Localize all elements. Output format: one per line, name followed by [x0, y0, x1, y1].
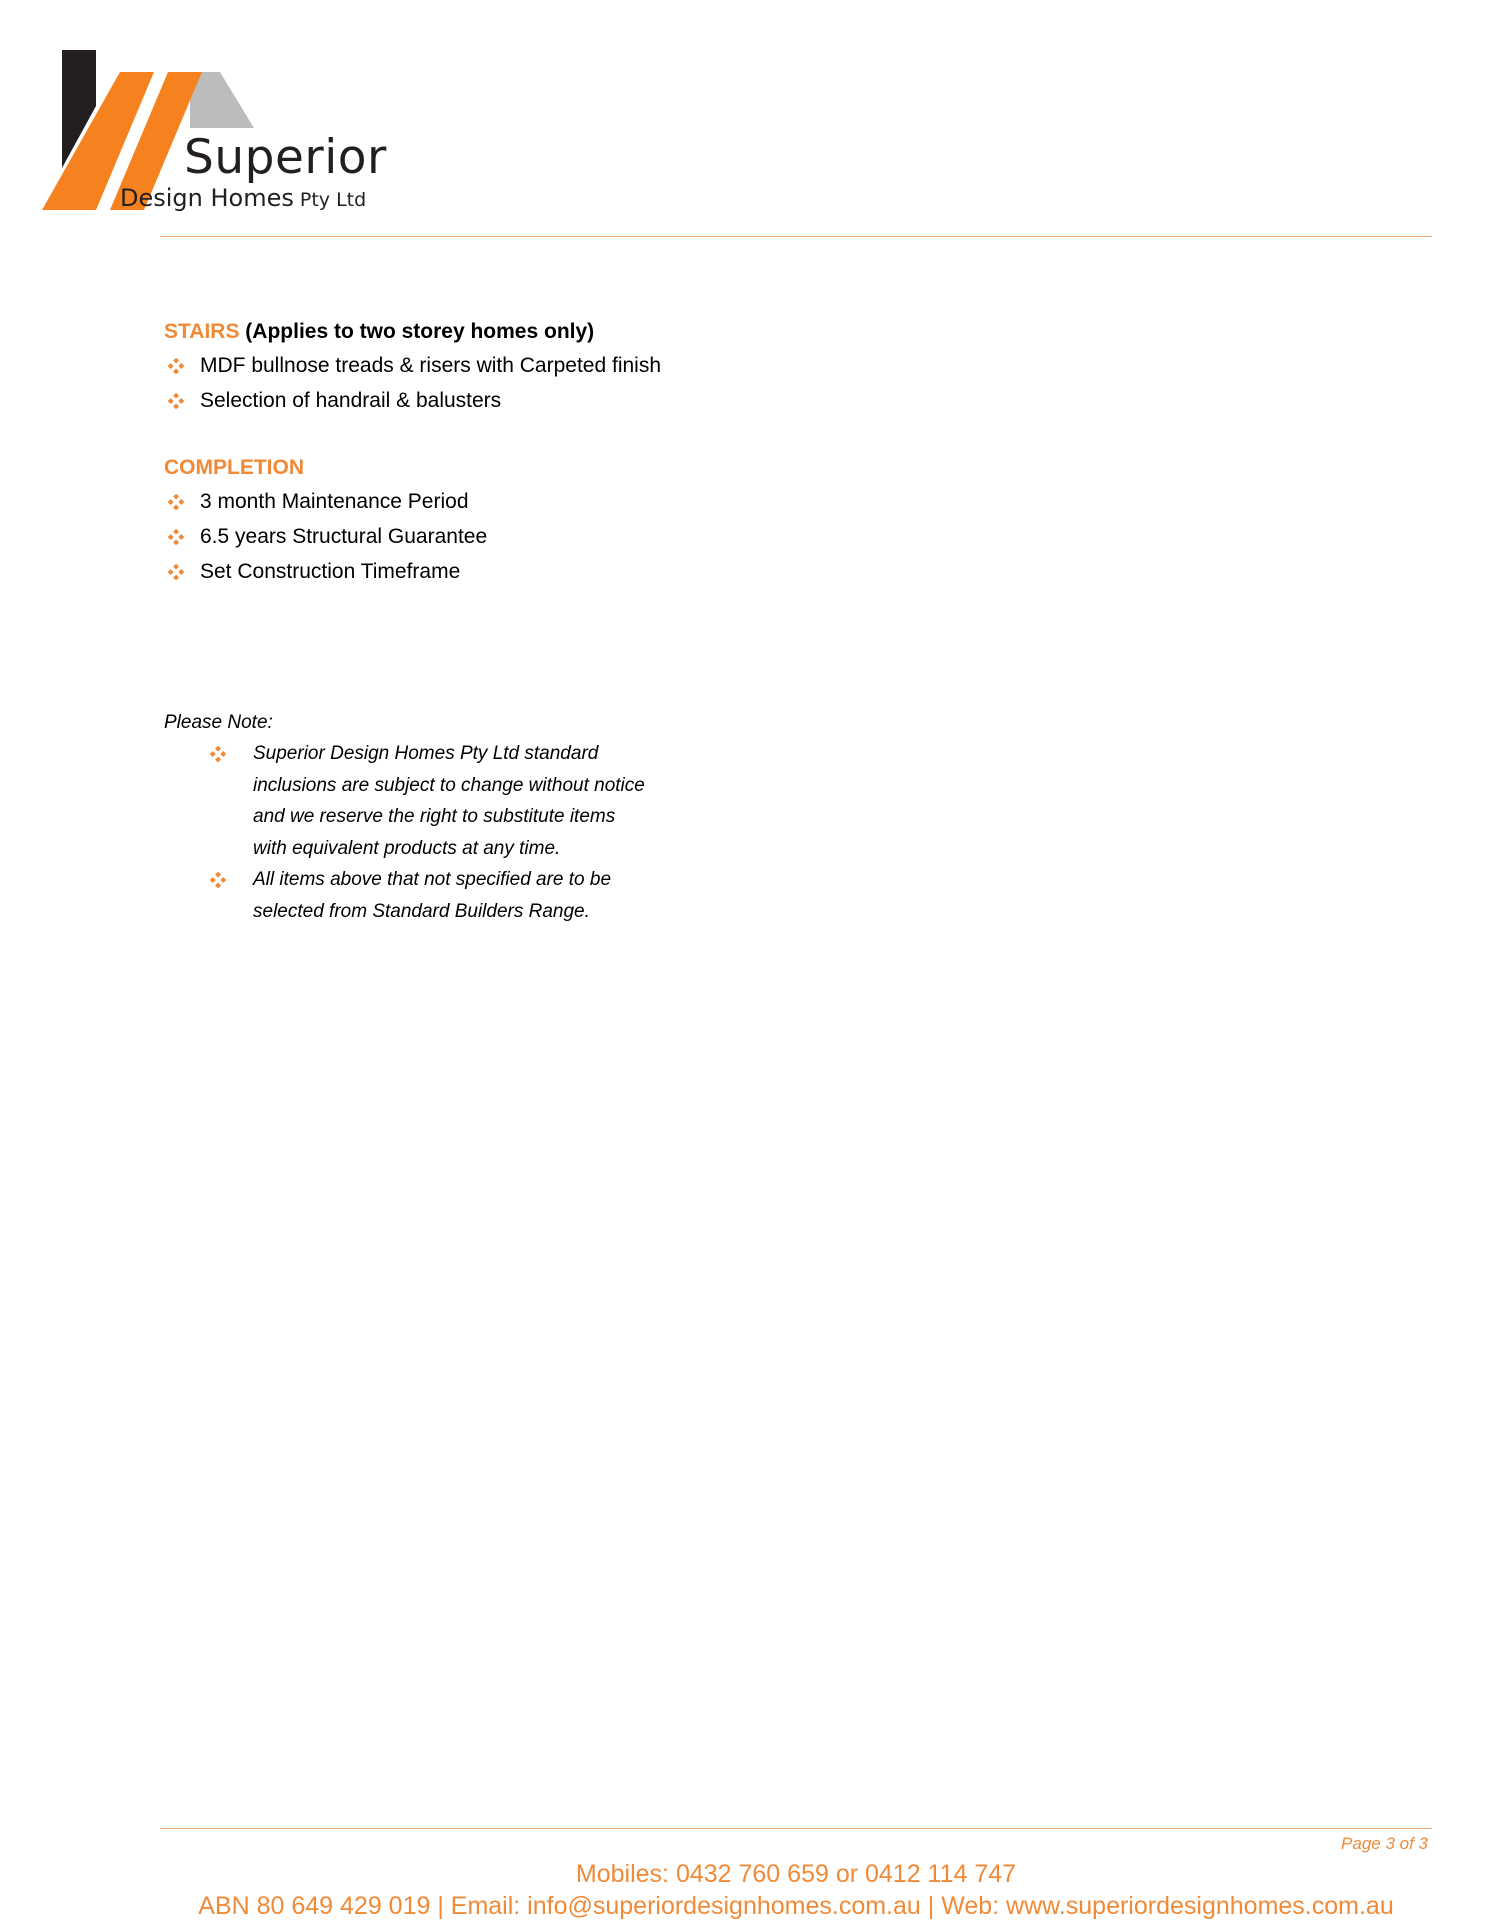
section-heading: [164, 452, 1264, 484]
list-item-text: 6.5 years Structural Guarantee: [200, 525, 488, 548]
note-item: [164, 738, 653, 864]
list-item: [164, 519, 1264, 554]
page-number: Page 3 of 3: [1341, 1834, 1428, 1853]
please-note-block: [164, 708, 764, 927]
list-item: [164, 484, 1264, 519]
diamond-bullet-icon: [210, 872, 226, 888]
footer-contact: ABN 80 649 429 019 | Email: info@superiordesignhomes.com.au | Web: www.superiordesignhomes.com.au: [198, 1892, 1394, 1920]
diamond-bullet-icon: [168, 358, 184, 374]
note-item-text: Superior Design Homes Pty Ltd standard inclusions are subject to change without notice and we reserve the right to substitute items with equivalent products at any time.: [253, 743, 645, 859]
list-item-text: MDF bullnose treads & risers with Carpeted finish: [200, 354, 662, 377]
list-item-text: Selection of handrail & balusters: [200, 389, 502, 412]
bullet-list: [164, 484, 1264, 589]
footer-mobiles: Mobiles: 0432 760 659 or 0412 114 747: [575, 1860, 1017, 1888]
note-item: [164, 864, 653, 927]
footer-divider: [160, 1828, 1432, 1829]
logo-subtitle-main: Design Homes: [120, 184, 294, 212]
section-stairs: [164, 316, 1264, 418]
list-item: [164, 554, 1264, 589]
logo-subtitle-small: Pty Ltd: [299, 189, 367, 211]
bullet-list: [164, 348, 1264, 418]
diamond-bullet-icon: [168, 494, 184, 510]
note-list: [164, 738, 764, 927]
diamond-bullet-icon: [168, 393, 184, 409]
note-title: Please Note:: [164, 712, 273, 733]
section-heading: [164, 316, 1264, 348]
logo-subtitle: [120, 186, 366, 210]
note-item-text: All items above that not specified are to be selected from Standard Builders Range.: [253, 869, 612, 922]
section-title: STAIRS: [164, 320, 240, 343]
diamond-bullet-icon: [210, 746, 226, 762]
header-divider: [160, 236, 1432, 237]
diamond-bullet-icon: [168, 529, 184, 545]
diamond-bullet-icon: [168, 564, 184, 580]
list-item: [164, 348, 1264, 383]
section-title: COMPLETION: [164, 456, 304, 479]
logo-wordmark: Superior: [184, 130, 387, 185]
list-item-text: Set Construction Timeframe: [200, 560, 461, 583]
section-completion: [164, 452, 1264, 589]
company-logo: [40, 48, 400, 218]
section-heading-note: (Applies to two storey homes only): [245, 320, 595, 343]
list-item: [164, 383, 1264, 418]
inclusions-content: [164, 316, 1264, 623]
list-item-text: 3 month Maintenance Period: [200, 490, 469, 513]
